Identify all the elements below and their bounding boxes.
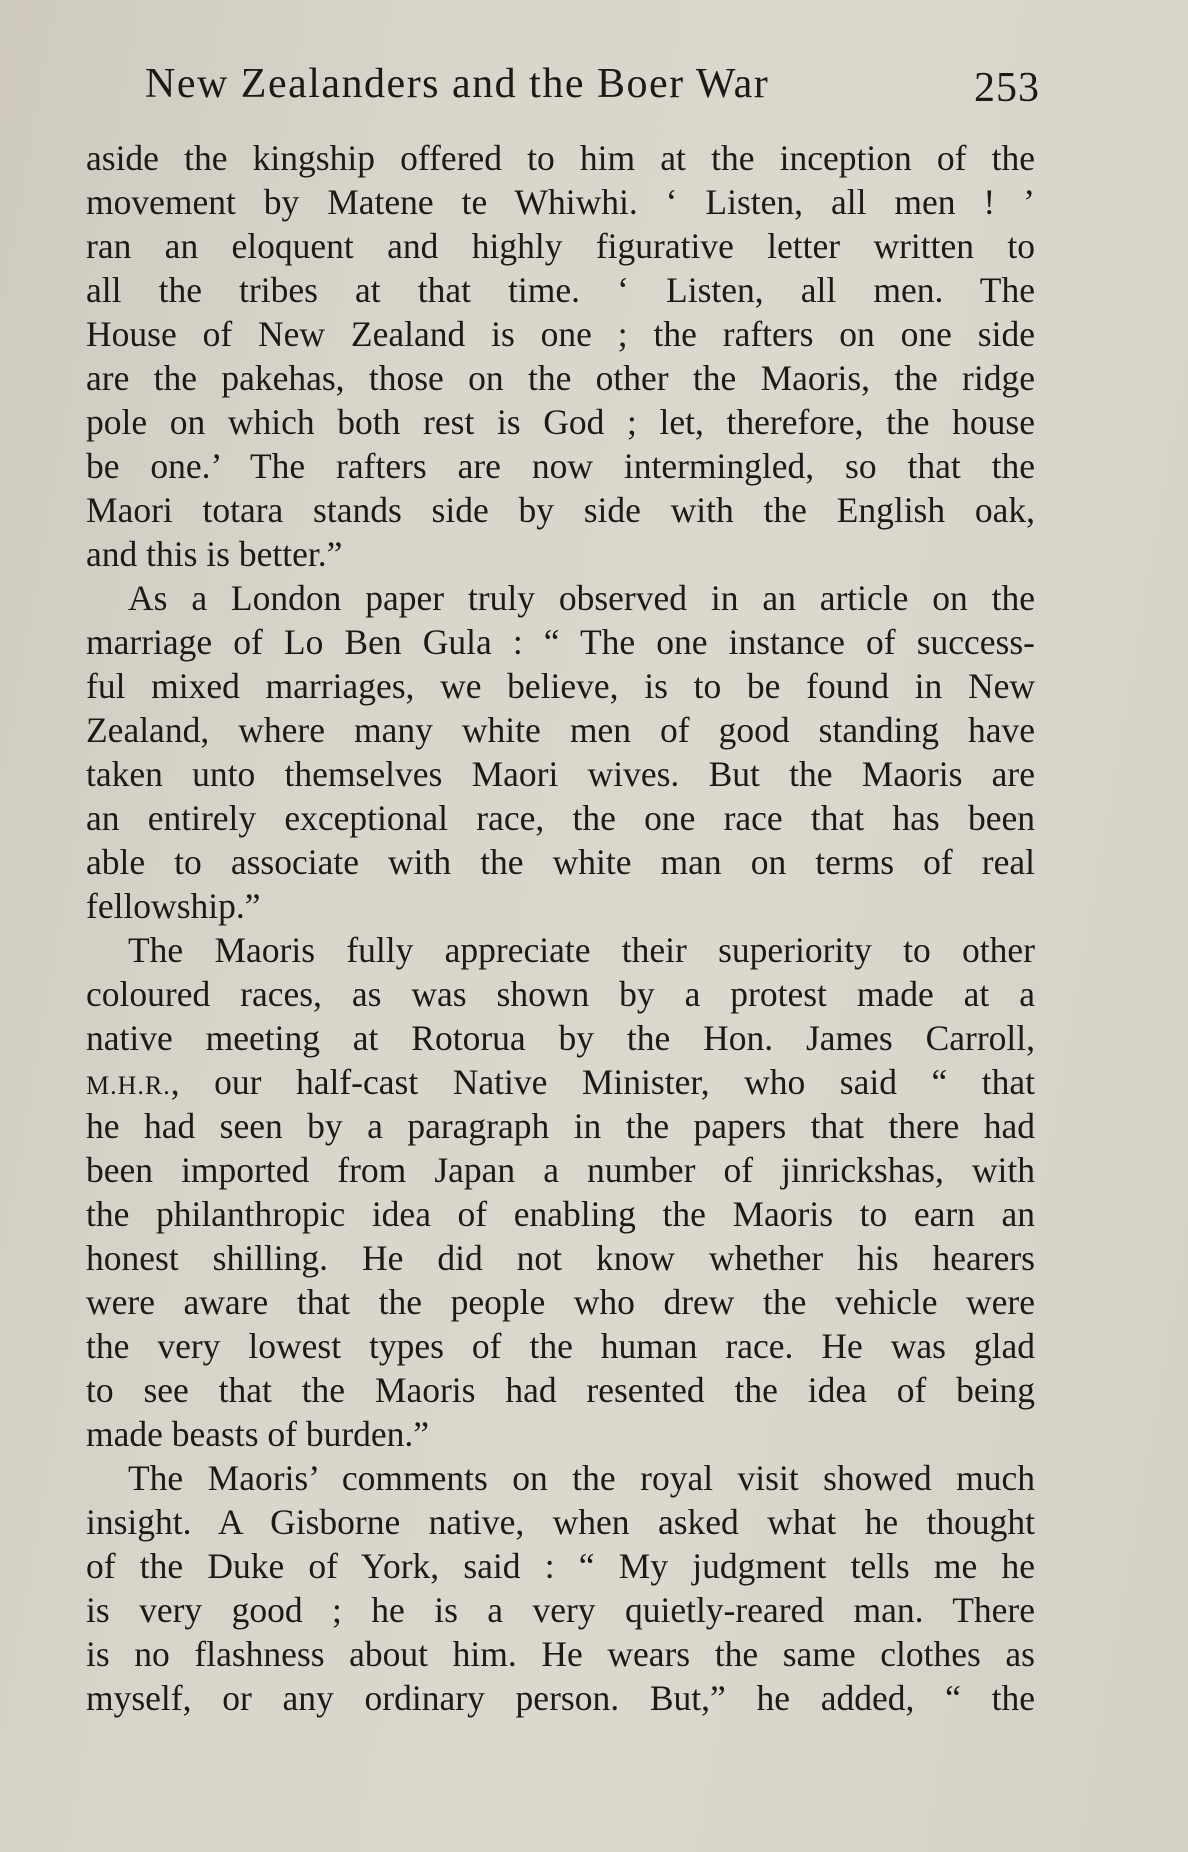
text-line: native meeting at Rotorua by the Hon. James Carroll, bbox=[86, 1018, 1035, 1058]
text-line: Zealand, where many white men of good standing have bbox=[86, 710, 1035, 750]
body-text bbox=[86, 136, 1035, 1720]
text-line: coloured races, as was shown by a protest made at a bbox=[86, 974, 1035, 1014]
text-line: all the tribes at that time. ‘ Listen, all men. The bbox=[86, 270, 1035, 310]
running-head bbox=[0, 60, 1040, 120]
text-line: myself, or any ordinary person. But,” he added, “ the bbox=[86, 1678, 1035, 1718]
text-line: are the pakehas, those on the other the Maoris, the ridge bbox=[86, 358, 1035, 398]
line-remainder: , our half-cast Native Minister, who said “ that bbox=[170, 1062, 1035, 1102]
small-caps-abbrev: M.H.R. bbox=[86, 1071, 171, 1100]
text-line: ful mixed marriages, we believe, is to be found in New bbox=[86, 666, 1035, 706]
text-line: Maori totara stands side by side with the English oak, bbox=[86, 490, 1035, 530]
text-line: the philanthropic idea of enabling the Maoris to earn an bbox=[86, 1194, 1035, 1234]
text-line: movement by Matene te Whiwhi. ‘ Listen, all men ! ’ bbox=[86, 182, 1035, 222]
text-line: is no flashness about him. He wears the same clothes as bbox=[86, 1634, 1035, 1674]
text-line: marriage of Lo Ben Gula : “ The one instance of success- bbox=[86, 622, 1035, 662]
text-line: is very good ; he is a very quietly-reared man. There bbox=[86, 1590, 1035, 1630]
text-line: House of New Zealand is one ; the rafters on one side bbox=[86, 314, 1035, 354]
text-line: honest shilling. He did not know whether his hearers bbox=[86, 1238, 1035, 1278]
paragraph-end-line: made beasts of burden.” bbox=[86, 1414, 430, 1454]
text-line: an entirely exceptional race, the one race that has been bbox=[86, 798, 1035, 838]
text-line: aside the kingship offered to him at the inception of the bbox=[86, 138, 1035, 178]
text-line: of the Duke of York, said : “ My judgment tells me he bbox=[86, 1546, 1035, 1586]
running-title: New Zealanders and the Boer War bbox=[145, 61, 770, 107]
paragraph-first-line: The Maoris fully appreciate their superiority to other bbox=[128, 930, 1035, 970]
text-line: he had seen by a paragraph in the papers that there had bbox=[86, 1106, 1035, 1146]
text-line: were aware that the people who drew the vehicle were bbox=[86, 1282, 1035, 1322]
text-line: able to associate with the white man on terms of real bbox=[86, 842, 1035, 882]
paragraph-end-line: fellowship.” bbox=[86, 886, 261, 926]
text-line: insight. A Gisborne native, when asked what he thought bbox=[86, 1502, 1035, 1542]
text-line: ran an eloquent and highly figurative letter written to bbox=[86, 226, 1035, 266]
text-line: to see that the Maoris had resented the idea of being bbox=[86, 1370, 1035, 1410]
paragraph-first-line: The Maoris’ comments on the royal visit showed much bbox=[128, 1458, 1035, 1498]
text-line: be one.’ The rafters are now intermingled, so that the bbox=[86, 446, 1035, 486]
text-line: been imported from Japan a number of jinrickshas, with bbox=[86, 1150, 1035, 1190]
paragraph-first-line: As a London paper truly observed in an article on the bbox=[128, 578, 1035, 618]
paragraph-end-line: and this is better.” bbox=[86, 534, 343, 574]
text-line: the very lowest types of the human race. He was glad bbox=[86, 1326, 1035, 1366]
page-number: 253 bbox=[974, 65, 1040, 111]
text-line: pole on which both rest is God ; let, therefore, the house bbox=[86, 402, 1035, 442]
text-line: taken unto themselves Maori wives. But the Maoris are bbox=[86, 754, 1035, 794]
text-line bbox=[86, 1060, 1035, 1104]
